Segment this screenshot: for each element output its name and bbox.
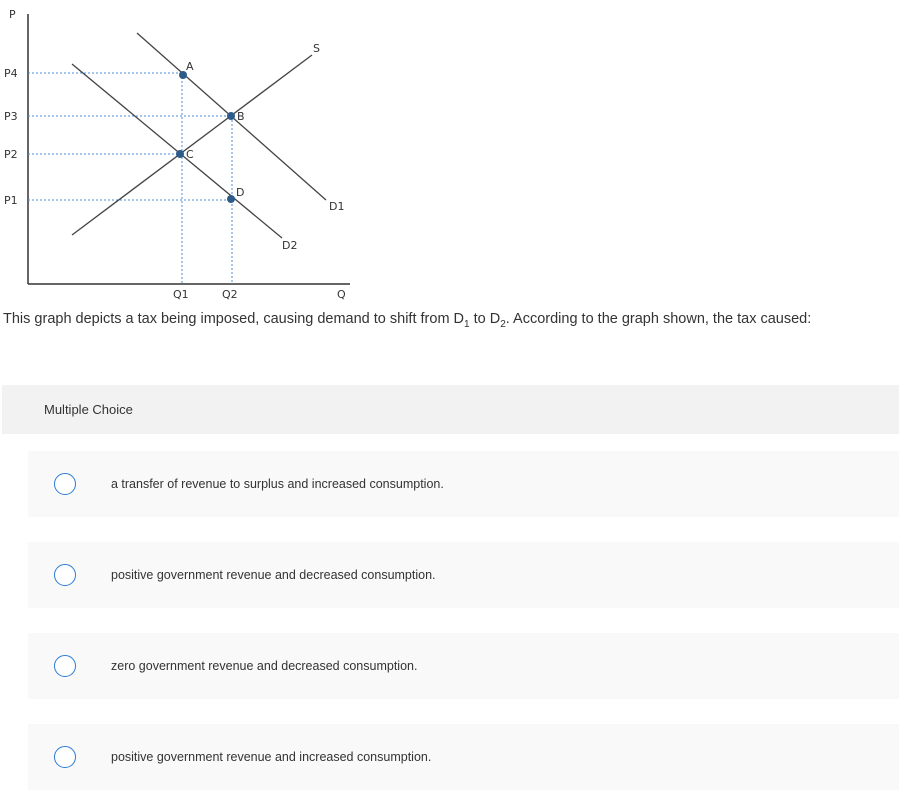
price-tick-p2: P2: [4, 148, 18, 161]
point-d: [227, 195, 235, 203]
point-b: [227, 112, 235, 120]
price-tick-p1: P1: [4, 194, 18, 207]
multiple-choice-header: [2, 385, 899, 434]
point-label-c: C: [186, 148, 194, 161]
radio-button[interactable]: [54, 655, 76, 677]
point-label-d: D: [236, 186, 245, 199]
question-sub-2: 2: [500, 318, 506, 330]
answer-option-1[interactable]: [28, 451, 899, 517]
axis-x-label: Q: [337, 288, 346, 301]
answer-option-label: positive government revenue and increased consumption.: [111, 750, 432, 764]
radio-button[interactable]: [54, 746, 76, 768]
quantity-tick-q1: Q1: [173, 288, 189, 301]
answer-option-label: a transfer of revenue to surplus and increased consumption.: [111, 477, 444, 491]
question-suffix: . According to the graph shown, the tax caused:: [505, 311, 812, 327]
answer-option-label: positive government revenue and decreased consumption.: [111, 568, 436, 582]
axis-y-label: P: [9, 8, 16, 21]
point-label-b: B: [237, 110, 245, 123]
answer-option-3[interactable]: [28, 633, 899, 699]
answer-option-4[interactable]: [28, 724, 899, 790]
answer-option-2[interactable]: [28, 542, 899, 608]
radio-button[interactable]: [54, 564, 76, 586]
price-tick-p3: P3: [4, 110, 18, 123]
question-middle: to D: [469, 311, 501, 327]
quantity-tick-q2: Q2: [222, 288, 238, 301]
demand2-label: D2: [282, 239, 298, 252]
point-c: [176, 150, 184, 158]
multiple-choice-label: Multiple Choice: [44, 402, 133, 417]
question-sub-1: 1: [464, 318, 470, 330]
question-text: [3, 311, 811, 330]
guide-lines: [28, 73, 232, 284]
point-label-a: A: [186, 60, 194, 73]
demand1-label: D1: [329, 200, 345, 213]
question-prefix: This graph depicts a tax being imposed, causing demand to shift from D: [3, 311, 465, 327]
supply-label: S: [313, 42, 320, 55]
answer-option-label: zero government revenue and decreased consumption.: [111, 659, 418, 673]
price-tick-p4: P4: [4, 67, 18, 80]
radio-button[interactable]: [54, 473, 76, 495]
supply-demand-graph: [0, 0, 899, 305]
